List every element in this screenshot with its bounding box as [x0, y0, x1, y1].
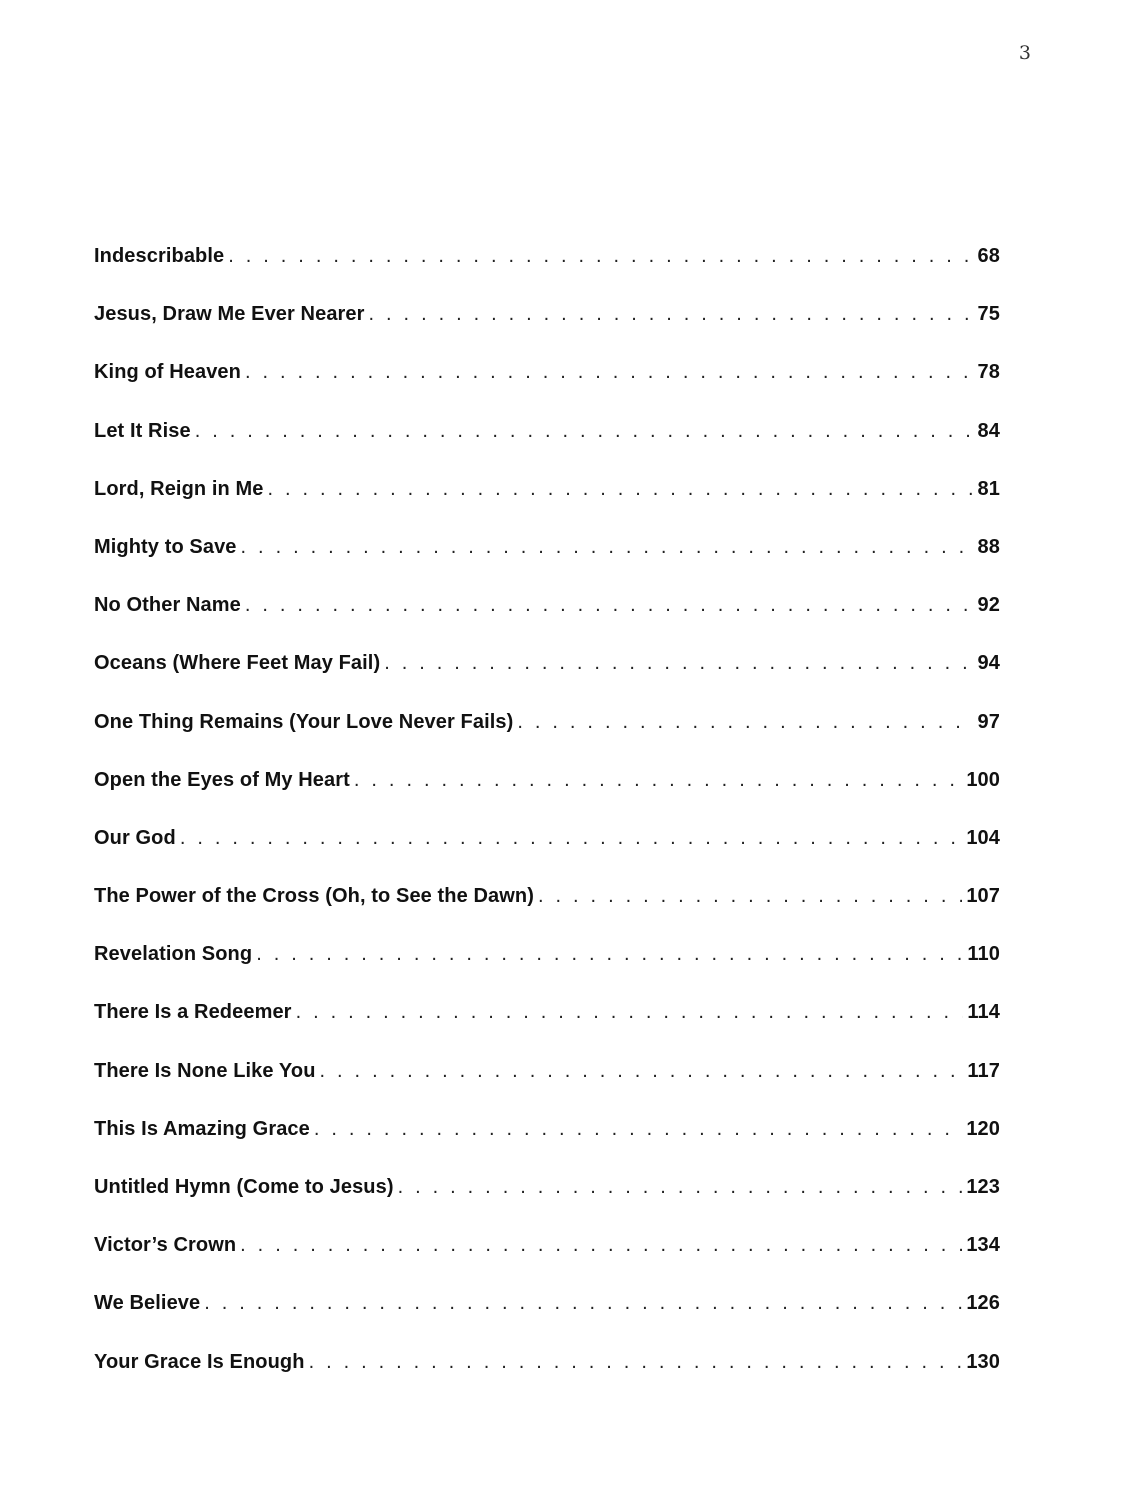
dot-leader — [354, 769, 962, 792]
toc-entry-title: Jesus, Draw Me Ever Nearer — [94, 303, 365, 326]
dot-leader — [245, 594, 974, 617]
toc-entry-page: 134 — [966, 1234, 1000, 1257]
toc-entry-page: 75 — [977, 303, 1000, 326]
toc-entry[interactable] — [94, 1001, 1000, 1059]
toc-entry-page: 120 — [966, 1117, 1000, 1140]
toc-entry[interactable] — [94, 769, 1000, 827]
toc-entry-title: Your Grace Is Enough — [94, 1350, 305, 1373]
dot-leader — [296, 1001, 964, 1024]
toc-entry-title: Indescribable — [94, 245, 225, 267]
toc-entry-title: This Is Amazing Grace — [94, 1117, 310, 1140]
toc-entry-title: Untitled Hymn (Come to Jesus) — [94, 1176, 394, 1198]
dot-leader — [309, 1351, 963, 1374]
toc-entry-title: We Believe — [94, 1292, 201, 1315]
toc-entry-page: 78 — [977, 361, 1000, 384]
toc-entry-title: Revelation Song — [94, 943, 253, 966]
dot-leader — [256, 943, 963, 966]
dot-leader — [180, 827, 963, 850]
toc-entry-page: 81 — [977, 477, 1000, 500]
toc-entry[interactable] — [94, 1351, 1000, 1409]
toc-entry-page: 88 — [977, 535, 1000, 558]
toc-entry[interactable] — [94, 1292, 1000, 1350]
toc-entry[interactable] — [94, 652, 1000, 710]
toc-entry[interactable] — [94, 420, 1000, 478]
toc-entry-title: Lord, Reign in Me — [94, 477, 264, 500]
dot-leader — [228, 245, 973, 268]
toc-entry-title: King of Heaven — [94, 361, 241, 384]
toc-entry[interactable] — [94, 1176, 1000, 1234]
toc-entry[interactable] — [94, 303, 1000, 361]
toc-entry[interactable] — [94, 885, 1000, 943]
toc-entry[interactable] — [94, 827, 1000, 885]
toc-entry-title: Oceans (Where Feet May Fail) — [94, 652, 381, 675]
toc-entry-page: 84 — [977, 419, 1000, 442]
toc-entry-title: Victor’s Crown — [94, 1234, 237, 1257]
dot-leader — [195, 420, 974, 443]
toc-entry-page: 92 — [977, 594, 1000, 617]
dot-leader — [384, 652, 973, 675]
toc-entry-page: 114 — [967, 1001, 1000, 1024]
toc-entry-page: 100 — [966, 768, 1000, 791]
dot-leader — [369, 303, 974, 326]
dot-leader — [267, 478, 973, 501]
dot-leader — [398, 1176, 963, 1199]
toc-entry-title: Mighty to Save — [94, 535, 237, 558]
table-of-contents — [94, 245, 1000, 1409]
toc-entry[interactable] — [94, 478, 1000, 536]
toc-entry-title: The Power of the Cross (Oh, to See the Dawn) — [94, 885, 535, 908]
toc-entry-title: Our God — [94, 826, 176, 849]
toc-entry-page: 68 — [977, 245, 1000, 267]
page-number: 3 — [1018, 42, 1031, 64]
toc-entry-title: Let It Rise — [94, 419, 191, 442]
toc-entry-title: One Thing Remains (Your Love Never Fails) — [94, 710, 514, 733]
toc-entry-title: No Other Name — [94, 594, 241, 617]
toc-entry-page: 117 — [967, 1059, 1000, 1082]
dot-leader — [241, 536, 974, 559]
toc-entry-title: There Is a Redeemer — [94, 1001, 292, 1024]
toc-entry-page: 104 — [966, 826, 1000, 849]
toc-entry[interactable] — [94, 1118, 1000, 1176]
toc-entry[interactable] — [94, 1234, 1000, 1292]
toc-entry-title: There Is None Like You — [94, 1059, 316, 1082]
toc-entry-page: 94 — [977, 652, 1000, 675]
toc-entry[interactable] — [94, 536, 1000, 594]
toc-entry[interactable] — [94, 361, 1000, 419]
toc-entry[interactable] — [94, 1060, 1000, 1118]
toc-entry-title: Open the Eyes of My Heart — [94, 768, 350, 791]
toc-entry-page: 123 — [966, 1176, 1000, 1198]
toc-entry[interactable] — [94, 245, 1000, 303]
toc-entry-page: 107 — [966, 885, 1000, 908]
toc-entry[interactable] — [94, 594, 1000, 652]
toc-entry-page: 97 — [977, 710, 1000, 733]
dot-leader — [517, 711, 973, 734]
dot-leader — [538, 885, 962, 908]
toc-entry[interactable] — [94, 943, 1000, 1001]
dot-leader — [204, 1292, 962, 1315]
dot-leader — [240, 1234, 962, 1257]
toc-entry-page: 130 — [966, 1350, 1000, 1373]
dot-leader — [314, 1118, 962, 1141]
dot-leader — [245, 361, 974, 384]
toc-entry-page: 110 — [967, 943, 1000, 966]
toc-entry[interactable] — [94, 711, 1000, 769]
toc-entry-page: 126 — [966, 1292, 1000, 1315]
dot-leader — [320, 1060, 964, 1083]
